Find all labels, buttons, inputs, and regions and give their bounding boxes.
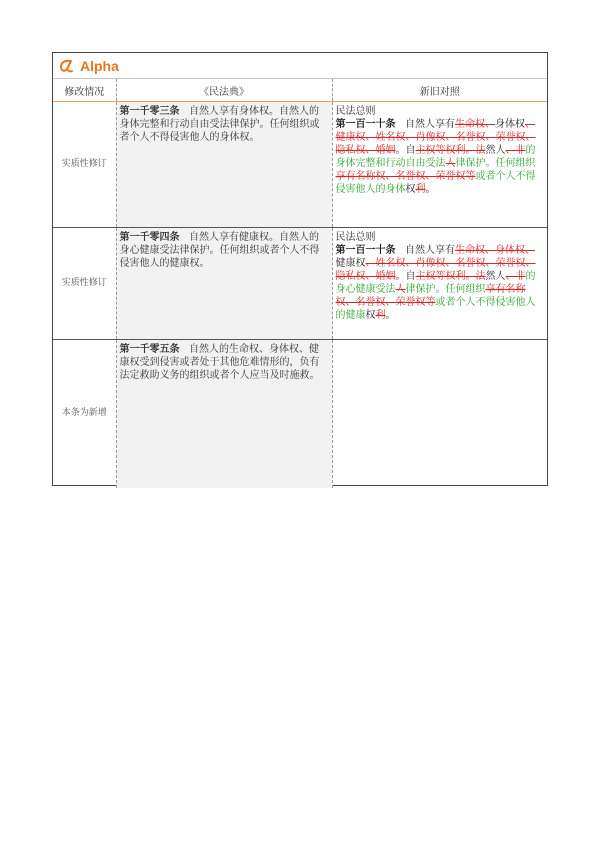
deleted-text: 、非 [505, 271, 526, 282]
header-status: 修改情况 [53, 79, 116, 102]
comparison-heading: 民法总则 [335, 106, 376, 117]
article-number: 第一千零三条 [119, 106, 180, 117]
deleted-text: 生命权、身体权、 [455, 245, 536, 256]
unchanged-text: 权 [365, 310, 376, 321]
deleted-text: 主权等权利。法 [415, 145, 486, 156]
status-cell: 本条为新增 [53, 340, 116, 488]
deleted-text: 享有名称权、名誉权、荣誉权等 [335, 284, 526, 308]
brand-name: Alpha [80, 57, 119, 74]
deleted-text: 利 [415, 184, 426, 195]
comparison-text [336, 245, 536, 321]
civil-code-cell [116, 228, 332, 340]
document-frame [52, 52, 548, 486]
brand-bar [53, 53, 547, 79]
deleted-text: 、姓名权、肖像权、名誉权、荣誉权、隐私权、婚姻 [335, 258, 536, 282]
comparison-heading: 民法总则 [335, 232, 376, 243]
deleted-text: 生命权、 [455, 119, 496, 130]
added-text: 的身体完整和行动自由受法 [335, 145, 536, 169]
deleted-text: 人 [445, 158, 456, 169]
status-cell: 实质性修订 [53, 228, 116, 340]
deleted-text: 、健康权、姓名权、肖像权、名誉权、荣誉权、隐私权、婚姻 [335, 119, 536, 156]
unchanged-text: 自然人享有 [405, 245, 456, 256]
table-row [53, 228, 547, 340]
added-text: 的身心健康受法 [335, 271, 536, 295]
comparison-cell [332, 228, 547, 340]
added-text: 或者个人不得侵害他人的身体 [335, 171, 536, 195]
unchanged-text: 自然人享有 [405, 119, 456, 130]
deleted-text: 主权等权利。法 [415, 271, 486, 282]
added-text: 律保护。任何组织 [405, 284, 486, 295]
unchanged-text: 权 [405, 184, 416, 195]
table-header-row [53, 79, 547, 102]
article-number: 第一千零五条 [119, 344, 180, 355]
comparison-table [53, 79, 547, 488]
added-text: 律保护。任何组织 [455, 158, 536, 169]
table-row [53, 102, 547, 228]
unchanged-text: 健康权 [335, 258, 366, 269]
unchanged-text: 然人 [485, 271, 506, 282]
table-row [53, 340, 547, 488]
deleted-text: 享有名称权、名誉权、荣誉权等 [335, 171, 476, 182]
unchanged-text: 。 [385, 310, 396, 321]
unchanged-text: 。自 [395, 145, 416, 156]
article-text: 自然人享有身体权。自然人的身体完整和行动自由受法律保护。任何组织或者个人不得侵害他人的身体权。 [119, 106, 320, 143]
comparison-text [336, 119, 536, 195]
unchanged-text: 身体权 [495, 119, 526, 130]
article-text: 自然人的生命权、身体权、健康权受到侵害或者处于其他危难情形的，负有法定救助义务的组织或者个人应当及时施救。 [119, 344, 320, 381]
added-text: 或者个人不得侵害他人的健康 [335, 297, 536, 321]
comparison-article: 第一百一十条 [335, 245, 396, 256]
article-number: 第一千零四条 [119, 232, 180, 243]
unchanged-text: 。 [425, 184, 436, 195]
civil-code-cell [116, 102, 332, 228]
deleted-text: 利 [375, 310, 386, 321]
unchanged-text: 然人 [485, 145, 506, 156]
deleted-text: 、非 [505, 145, 526, 156]
comparison-cell [332, 340, 547, 488]
article-text: 自然人享有健康权。自然人的身心健康受法律保护。任何组织或者个人不得侵害他人的健康权。 [119, 232, 320, 269]
status-cell: 实质性修订 [53, 102, 116, 228]
alpha-logo-icon [58, 58, 74, 74]
civil-code-cell [116, 340, 332, 488]
comparison-cell [332, 102, 547, 228]
deleted-text: 人 [395, 284, 406, 295]
unchanged-text: 。自 [395, 271, 416, 282]
header-civil-code: 《民法典》 [116, 79, 332, 102]
comparison-article: 第一百一十条 [335, 119, 396, 130]
header-comparison: 新旧对照 [332, 79, 547, 102]
